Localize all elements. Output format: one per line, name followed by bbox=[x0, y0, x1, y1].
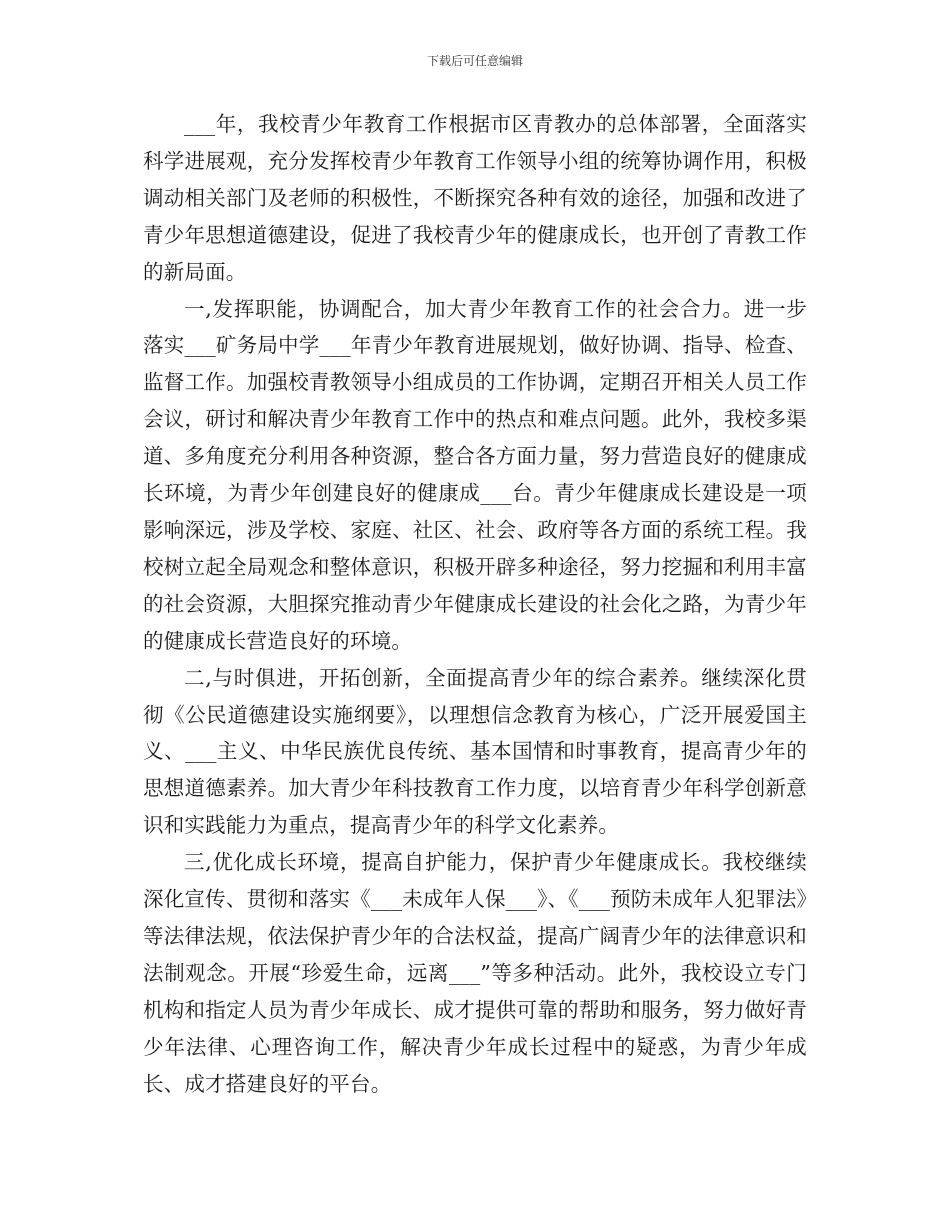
paragraph-intro: ___年，我校青少年教育工作根据市区青教办的总体部署，全面落实科学进展观，充分发挥校青少年教育工作领导小组的统筹协调作用，积极调动相关部门及老师的积极性，不断探究各种有效的途径，加强和改进了青少年思想道德建设，促进了我校青少年的健康成长，也开创了青教工作的新局面。 bbox=[143, 112, 807, 284]
paragraph-section-2: 二,与时俱进，开拓创新，全面提高青少年的综合素养。继续深化贯彻《公民道德建设实施纲要》，以理想信念教育为核心，广泛开展爱国主义、___主义、中华民族优良传统、基本国情和时事教育，提高青少年的思想道德素养。加大青少年科技教育工作力度，以培育青少年科学创新意识和实践能力为重点，提高青少年的科学文化素养。 bbox=[143, 665, 807, 838]
paragraph-section-3: 三,优化成长环境，提高自护能力，保护青少年健康成长。我校继续深化宣传、贯彻和落实《___未成年人保___》、《___预防未成年人犯罪法》等法律法规，依法保护青少年的合法权益，提高广阔青少年的法律意识和法制观念。开展“珍爱生命，远离___”等多种活动。此外，我校设立专门机构和指定人员为青少年成长、成才提供可靠的帮助和服务，努力做好青少年法律、心理咨询工作，解决青少年成长过程中的疑惑，为青少年成长、成才搭建良好的平台。 bbox=[143, 850, 807, 1096]
document-body bbox=[143, 106, 807, 1102]
paragraph-section-1: 一,发挥职能，协调配合，加大青少年教育工作的社会合力。进一步落实___矿务局中学___年青少年教育进展规划，做好协调、指导、检查、监督工作。加强校青教领导小组成员的工作协调，定期召开相关人员工作会议，研讨和解决青少年教育工作中的热点和难点问题。此外，我校多渠道、多角度充分利用各种资源，整合各方面力量，努力营造良好的健康成长环境，为青少年创建良好的健康成___台。青少年健康成长建设是一项影响深远，涉及学校、家庭、社区、社会、政府等各方面的系统工程。我校树立起全局观念和整体意识，积极开辟多种途径，努力挖掘和利用丰富的社会资源，大胆探究推动青少年健康成长建设的社会化之路，为青少年的健康成长营造良好的环境。 bbox=[143, 296, 807, 653]
page-header: 下载后可任意编辑 bbox=[426, 54, 523, 68]
